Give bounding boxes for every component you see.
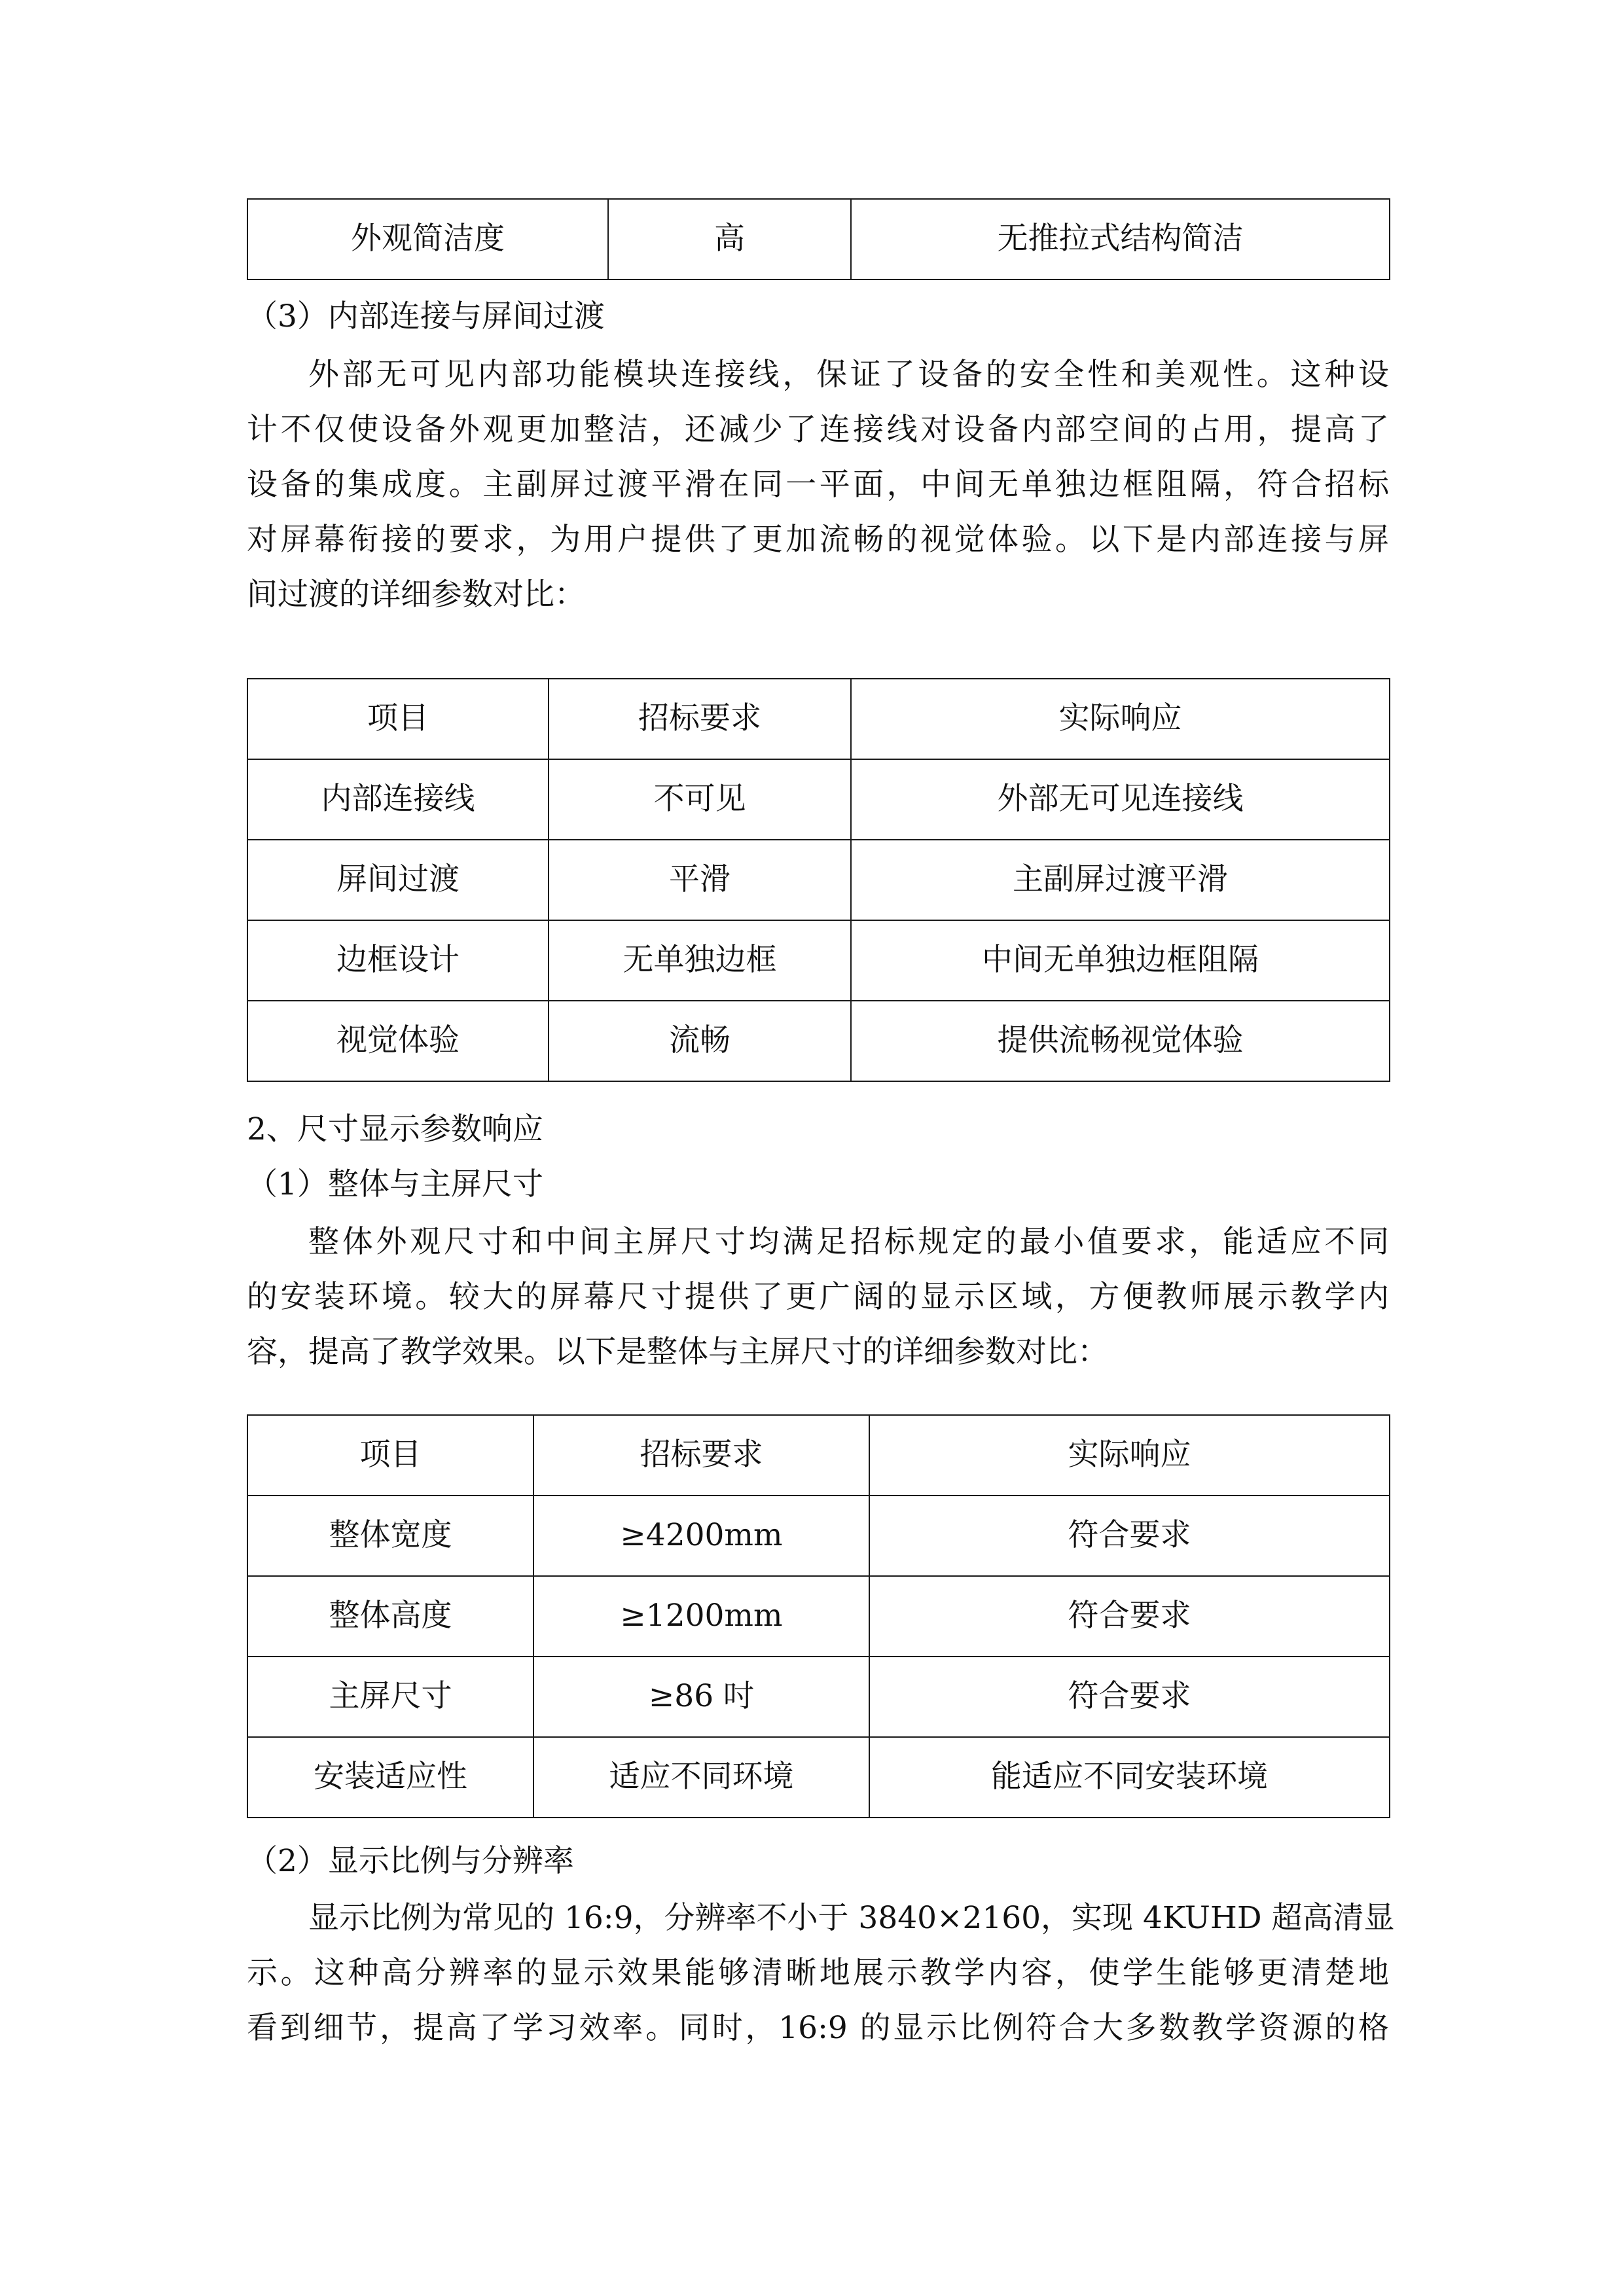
paragraph-line: 的安装环境。较大的屏幕尺寸提供了更广阔的显示区域，方便教师展示教学内 — [247, 1279, 1389, 1315]
table-cell: 不可见 — [549, 759, 851, 840]
table-row — [247, 1496, 1390, 1576]
table-header-cell: 招标要求 — [549, 679, 851, 759]
table-cell: 高 — [608, 199, 851, 279]
table-header-cell: 项目 — [247, 679, 549, 759]
section-heading-size-display: 2、尺寸显示参数响应 — [247, 1111, 543, 1147]
paragraph-display-ratio — [247, 1891, 1395, 2056]
table-cell: 内部连接线 — [247, 759, 549, 840]
table-cell: 符合要求 — [869, 1496, 1390, 1576]
table-cell: 提供流畅视觉体验 — [851, 1001, 1390, 1081]
table-cell: 能适应不同安装环境 — [869, 1737, 1390, 1818]
table-cell: ≥4200mm — [533, 1496, 869, 1576]
table-cell: 中间无单独边框阻隔 — [851, 920, 1390, 1001]
table-cell: ≥1200mm — [533, 1576, 869, 1657]
table-cell: 屏间过渡 — [247, 840, 549, 920]
table-row — [247, 920, 1390, 1001]
table-cell: 符合要求 — [869, 1576, 1390, 1657]
table-cell: 无推拉式结构简洁 — [851, 199, 1390, 279]
table-header-cell: 实际响应 — [869, 1415, 1390, 1496]
table-row — [247, 1576, 1390, 1657]
table-cell: 适应不同环境 — [533, 1737, 869, 1818]
table-row — [247, 1001, 1390, 1081]
table-row — [247, 1657, 1390, 1737]
table-header-cell: 实际响应 — [851, 679, 1390, 759]
table-header-row — [247, 679, 1390, 759]
paragraph-line: 对屏幕衔接的要求，为用户提供了更加流畅的视觉体验。以下是内部连接与屏 — [247, 522, 1389, 558]
internal-connection-table — [247, 678, 1390, 1082]
appearance-table — [247, 198, 1390, 280]
table-cell: 主屏尺寸 — [247, 1657, 533, 1737]
table-header-row — [247, 1415, 1390, 1496]
table-cell: 无单独边框 — [549, 920, 851, 1001]
paragraph-line: 计不仅使设备外观更加整洁，还减少了连接线对设备内部空间的占用，提高了 — [247, 412, 1389, 448]
paragraph-line: 示。这种高分辨率的显示效果能够清晰地展示教学内容，使学生能够更清楚地 — [247, 1955, 1389, 1991]
table-cell: 流畅 — [549, 1001, 851, 1081]
section-heading-display-ratio: （2）显示比例与分辨率 — [247, 1843, 574, 1879]
section-heading-overall-size: （1）整体与主屏尺寸 — [247, 1166, 543, 1202]
table-cell: ≥86 吋 — [533, 1657, 869, 1737]
paragraph-line: 外部无可见内部功能模块连接线，保证了设备的安全性和美观性。这种设 — [308, 357, 1389, 393]
table-header-cell: 招标要求 — [533, 1415, 869, 1496]
paragraph-internal-connection — [247, 348, 1389, 622]
table-cell: 视觉体验 — [247, 1001, 549, 1081]
paragraph-line: 容，提高了教学效果。以下是整体与主屏尺寸的详细参数对比： — [247, 1334, 1108, 1370]
size-parameters-table — [247, 1414, 1390, 1818]
table-cell: 整体宽度 — [247, 1496, 533, 1576]
paragraph-line: 间过渡的详细参数对比： — [247, 577, 585, 613]
table-header-cell: 项目 — [247, 1415, 533, 1496]
table-cell: 安装适应性 — [247, 1737, 533, 1818]
table-row — [247, 840, 1390, 920]
paragraph-overall-size — [247, 1215, 1389, 1380]
table-row — [247, 1737, 1390, 1818]
table-cell: 外部无可见连接线 — [851, 759, 1390, 840]
section-heading-internal-connection: （3）内部连接与屏间过渡 — [247, 298, 605, 334]
table-row — [247, 199, 1390, 279]
table-cell: 符合要求 — [869, 1657, 1390, 1737]
table-cell: 平滑 — [549, 840, 851, 920]
paragraph-line: 显示比例为常见的 16:9，分辨率不小于 3840×2160，实现 4KUHD 超高清显 — [308, 1900, 1395, 1936]
table-cell: 整体高度 — [247, 1576, 533, 1657]
paragraph-line: 设备的集成度。主副屏过渡平滑在同一平面，中间无单独边框阻隔，符合招标 — [247, 467, 1389, 503]
paragraph-line: 看到细节，提高了学习效率。同时，16:9 的显示比例符合大多数教学资源的格 — [247, 2010, 1389, 2046]
table-cell: 外观简洁度 — [247, 199, 608, 279]
table-cell: 主副屏过渡平滑 — [851, 840, 1390, 920]
table-row — [247, 759, 1390, 840]
paragraph-line: 整体外观尺寸和中间主屏尺寸均满足招标规定的最小值要求，能适应不同 — [308, 1224, 1389, 1260]
table-cell: 边框设计 — [247, 920, 549, 1001]
